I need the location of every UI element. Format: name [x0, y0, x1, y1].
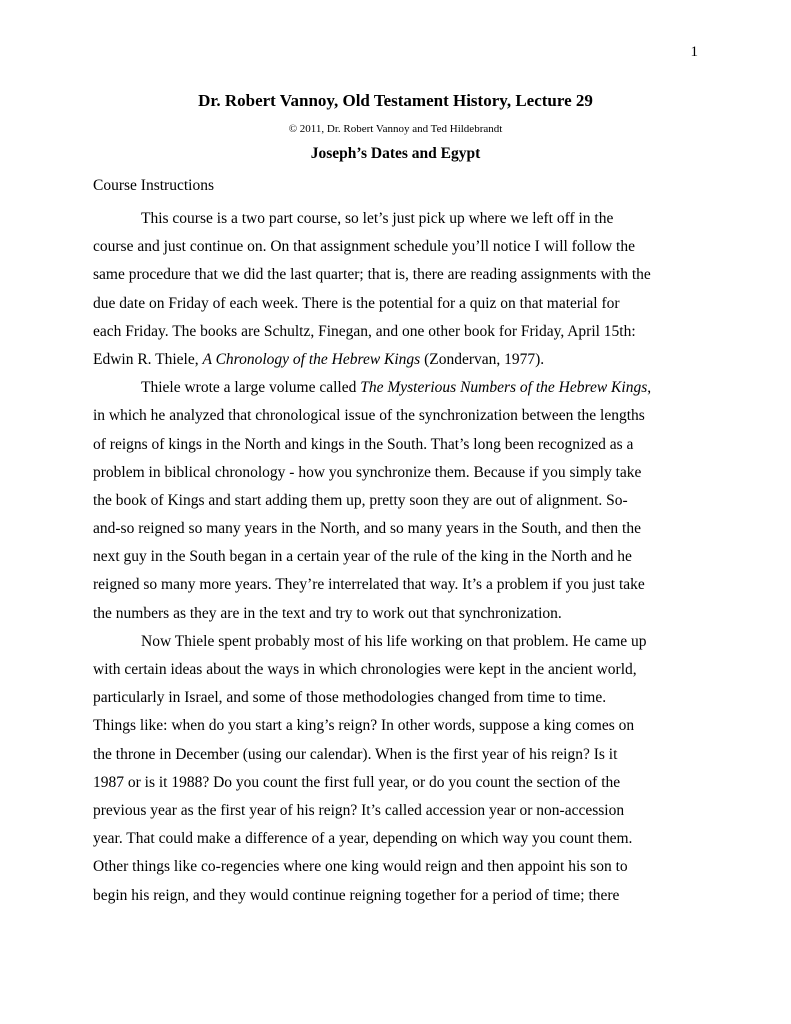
book-title: The Mysterious Numbers of the Hebrew Kings [360, 379, 648, 397]
text-line: problem in biblical chronology - how you synchronize them. Because if you simply take [93, 463, 642, 481]
text-line: the throne in December (using our calendar). When is the first year of his reign? Is it [93, 745, 618, 763]
text-line: Now Thiele spent probably most of his life working on that problem. He came up [141, 632, 647, 650]
text-line: and-so reigned so many years in the North, and so many years in the South, and then the [93, 520, 641, 538]
text-line: reigned so many more years. They’re interrelated that way. It’s a problem if you just take [93, 576, 645, 594]
paragraph-3 [93, 628, 693, 910]
page-number: 1 [690, 44, 698, 60]
text-line: previous year as the first year of his reign? It’s called accession year or non-accession [93, 801, 625, 819]
text-line: begin his reign, and they would continue reigning together for a period of time; there [93, 886, 620, 904]
text-line [93, 346, 693, 374]
text-line: of reigns of kings in the North and kings in the South. That’s long been recognized as a [93, 435, 634, 453]
text-line: same procedure that we did the last quarter; that is, there are reading assignments with the [93, 266, 651, 284]
text-line: the numbers as they are in the text and try to work out that synchronization. [93, 604, 562, 622]
text-segment: (Zondervan, 1977). [420, 350, 545, 368]
document-title: Dr. Robert Vannoy, Old Testament History, Lecture 29 [198, 91, 593, 110]
text-line: course and just continue on. On that assignment schedule you’ll notice I will follow the [93, 238, 635, 256]
text-line: 1987 or is it 1988? Do you count the first full year, or do you count the section of the [93, 773, 621, 791]
text-line: next guy in the South began in a certain year of the rule of the king in the North and he [93, 548, 632, 566]
text-line: in which he analyzed that chronological issue of the synchronization between the lengths [93, 407, 645, 425]
text-segment: Thiele wrote a large volume called [141, 379, 361, 397]
text-line: with certain ideas about the ways in which chronologies were kept in the ancient world, [93, 661, 637, 678]
text-line: each Friday. The books are Schultz, Finegan, and one other book for Friday, April 15th: [93, 322, 636, 340]
text-segment: , [647, 379, 652, 397]
text-line: particularly in Israel, and some of those methodologies changed from time to time. [93, 689, 607, 707]
text-line: This course is a two part course, so let’s just pick up where we left off in the [141, 210, 614, 227]
paragraph-2 [93, 374, 693, 628]
text-line: due date on Friday of each week. There is the potential for a quiz on that material for [93, 294, 620, 312]
text-line: the book of Kings and start adding them up, pretty soon they are out of alignment. So- [93, 491, 628, 509]
lecture-subtitle: Joseph’s Dates and Egypt [310, 145, 481, 162]
text-line: Things like: when do you start a king’s reign? In other words, suppose a king comes on [93, 717, 635, 735]
section-heading: Course Instructions [93, 177, 214, 194]
text-line [93, 374, 693, 402]
body-text [93, 205, 693, 910]
copyright-line: © 2011, Dr. Robert Vannoy and Ted Hildebrandt [288, 123, 503, 135]
text-line: year. That could make a difference of a year, depending on which way you count them. [93, 830, 633, 848]
text-line: Other things like co-regencies where one king would reign and then appoint his son to [93, 858, 628, 876]
book-title: A Chronology of the Hebrew Kings [202, 350, 421, 368]
text-segment: Edwin R. Thiele, [93, 350, 203, 368]
paragraph-1 [93, 205, 693, 374]
